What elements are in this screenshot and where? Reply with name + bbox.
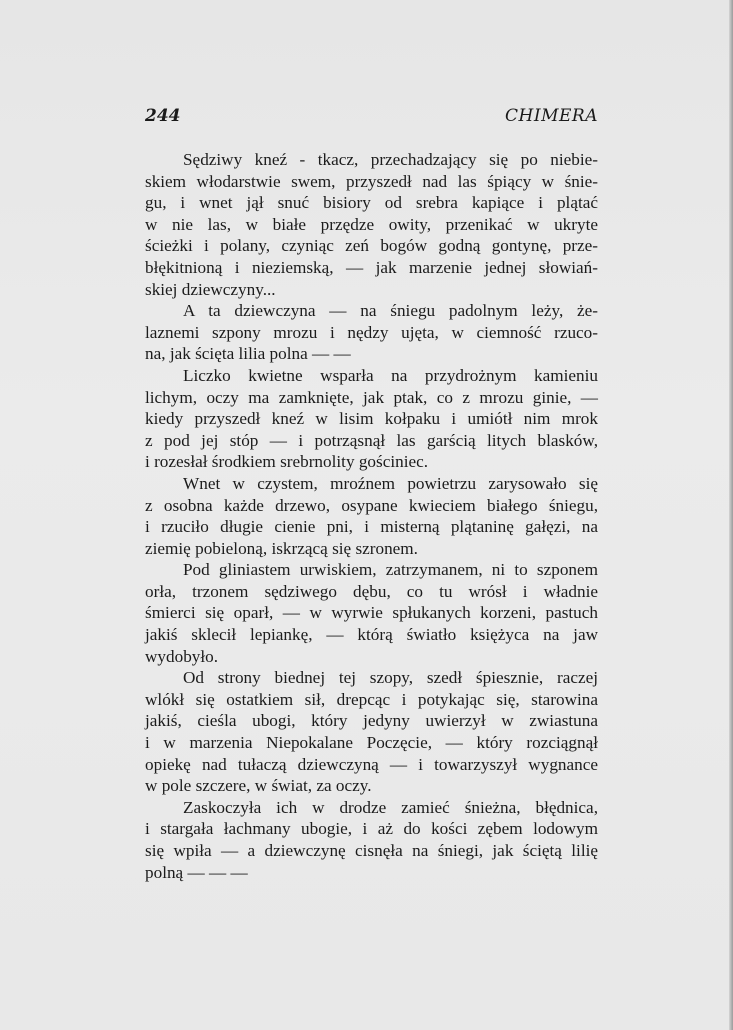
text-line: na, jak ścięta lilia polna — —: [145, 344, 351, 364]
paragraph: [145, 559, 598, 667]
text-line: i rozesłał środkiem srebrnolity gościniec.: [145, 452, 429, 472]
text-line: jakiś, cieśla ubogi, który jedyny uwierzył w zwiastuna: [145, 711, 598, 731]
paragraph: [145, 365, 598, 473]
text-line: błękitnioną i nieziemską, — jak marzenie jednej słowiań-: [145, 257, 598, 277]
text-line: opiekę nad tułaczą dziewczyną — i towarzyszył wygnance: [145, 754, 598, 774]
text-line: z pod jej stóp — i potrząsnął las garścią litych blasków,: [145, 430, 598, 450]
text-line: lichym, oczy ma zamknięte, jak ptak, co z mrozu ginie, —: [145, 387, 598, 407]
page-header: [145, 106, 598, 130]
text-line: śmierci się oparł, — w wyrwie spłukanych korzeni, pastuch: [145, 603, 598, 623]
text-line: Sędziwy kneź - tkacz, przechadzający się po niebie-: [183, 150, 598, 169]
text-line: kiedy przyszedł kneź w lisim kołpaku i umiótł nim mrok: [145, 409, 598, 429]
page-edge: [729, 0, 733, 1030]
text-line: Zaskoczyła ich w drodze zamieć śnieżna, błędnica,: [183, 797, 598, 817]
text-line: i w marzenia Niepokalane Poczęcie, — który rozciągnął: [145, 733, 598, 753]
text-line: się wpiła — a dziewczynę cisnęła na śniegi, jak ściętą lilię: [145, 841, 598, 860]
text-line: z osobna każde drzewo, osypane kwieciem białego śniegu,: [145, 495, 598, 515]
text-line: A ta dziewczyna — na śniegu padolnym leży, że-: [183, 301, 598, 321]
text-line: i rzuciło długie cienie pni, i misterną plątaninę gałęzi, na: [145, 517, 598, 537]
body-text: [145, 149, 598, 883]
text-line: laznemi szpony mrozu i nędzy ujęta, w ciemność rzuco-: [145, 322, 598, 342]
text-line: Od strony biednej tej szopy, szedł śpiesznie, raczej: [183, 668, 598, 688]
text-line: ścieżki i polany, czyniąc zeń bogów godną gontynę, prze-: [145, 236, 598, 256]
paragraph: [145, 473, 598, 559]
running-title: CHIMERA: [505, 106, 598, 126]
text-line: wydobyło.: [145, 646, 219, 666]
text-line: skiem włodarstwie swem, przyszedł nad las śpiący w śnie-: [145, 171, 598, 191]
text-line: gu, i wnet jął snuć bisiory od srebra kapiące i plątać: [145, 193, 598, 213]
text-line: wlókł się ostatkiem sił, drepcąc i potykając się, starowina: [145, 689, 598, 709]
text-line: skiej dziewczyny...: [145, 279, 276, 299]
text-line: orła, trzonem sędziwego dębu, co tu wrósł i władnie: [145, 581, 598, 601]
text-line: ziemię pobieloną, iskrzącą się szronem.: [145, 538, 418, 558]
page-number: 244: [145, 106, 181, 126]
text-line: w nie las, w białe przędze owity, przenikać w ukryte: [145, 214, 598, 234]
paragraph: [145, 149, 598, 300]
text-line: i stargała łachmany ubogie, i aż do kości zębem lodowym: [145, 819, 598, 839]
paragraph: [145, 300, 598, 365]
text-line: Pod gliniastem urwiskiem, zatrzymanem, ni to szponem: [183, 560, 598, 580]
text-line: Liczko kwietne wsparła na przydrożnym kamieniu: [183, 365, 598, 385]
paragraph: [145, 667, 598, 797]
paragraph: [145, 797, 598, 883]
text-line: polną — — —: [145, 862, 248, 882]
text-line: jakiś sklecił lepiankę, — którą światło księżyca na jaw: [145, 625, 598, 645]
text-line: Wnet w czystem, mroźnem powietrzu zarysowało się: [183, 473, 598, 493]
text-line: w pole szczere, w świat, za oczy.: [145, 776, 372, 796]
